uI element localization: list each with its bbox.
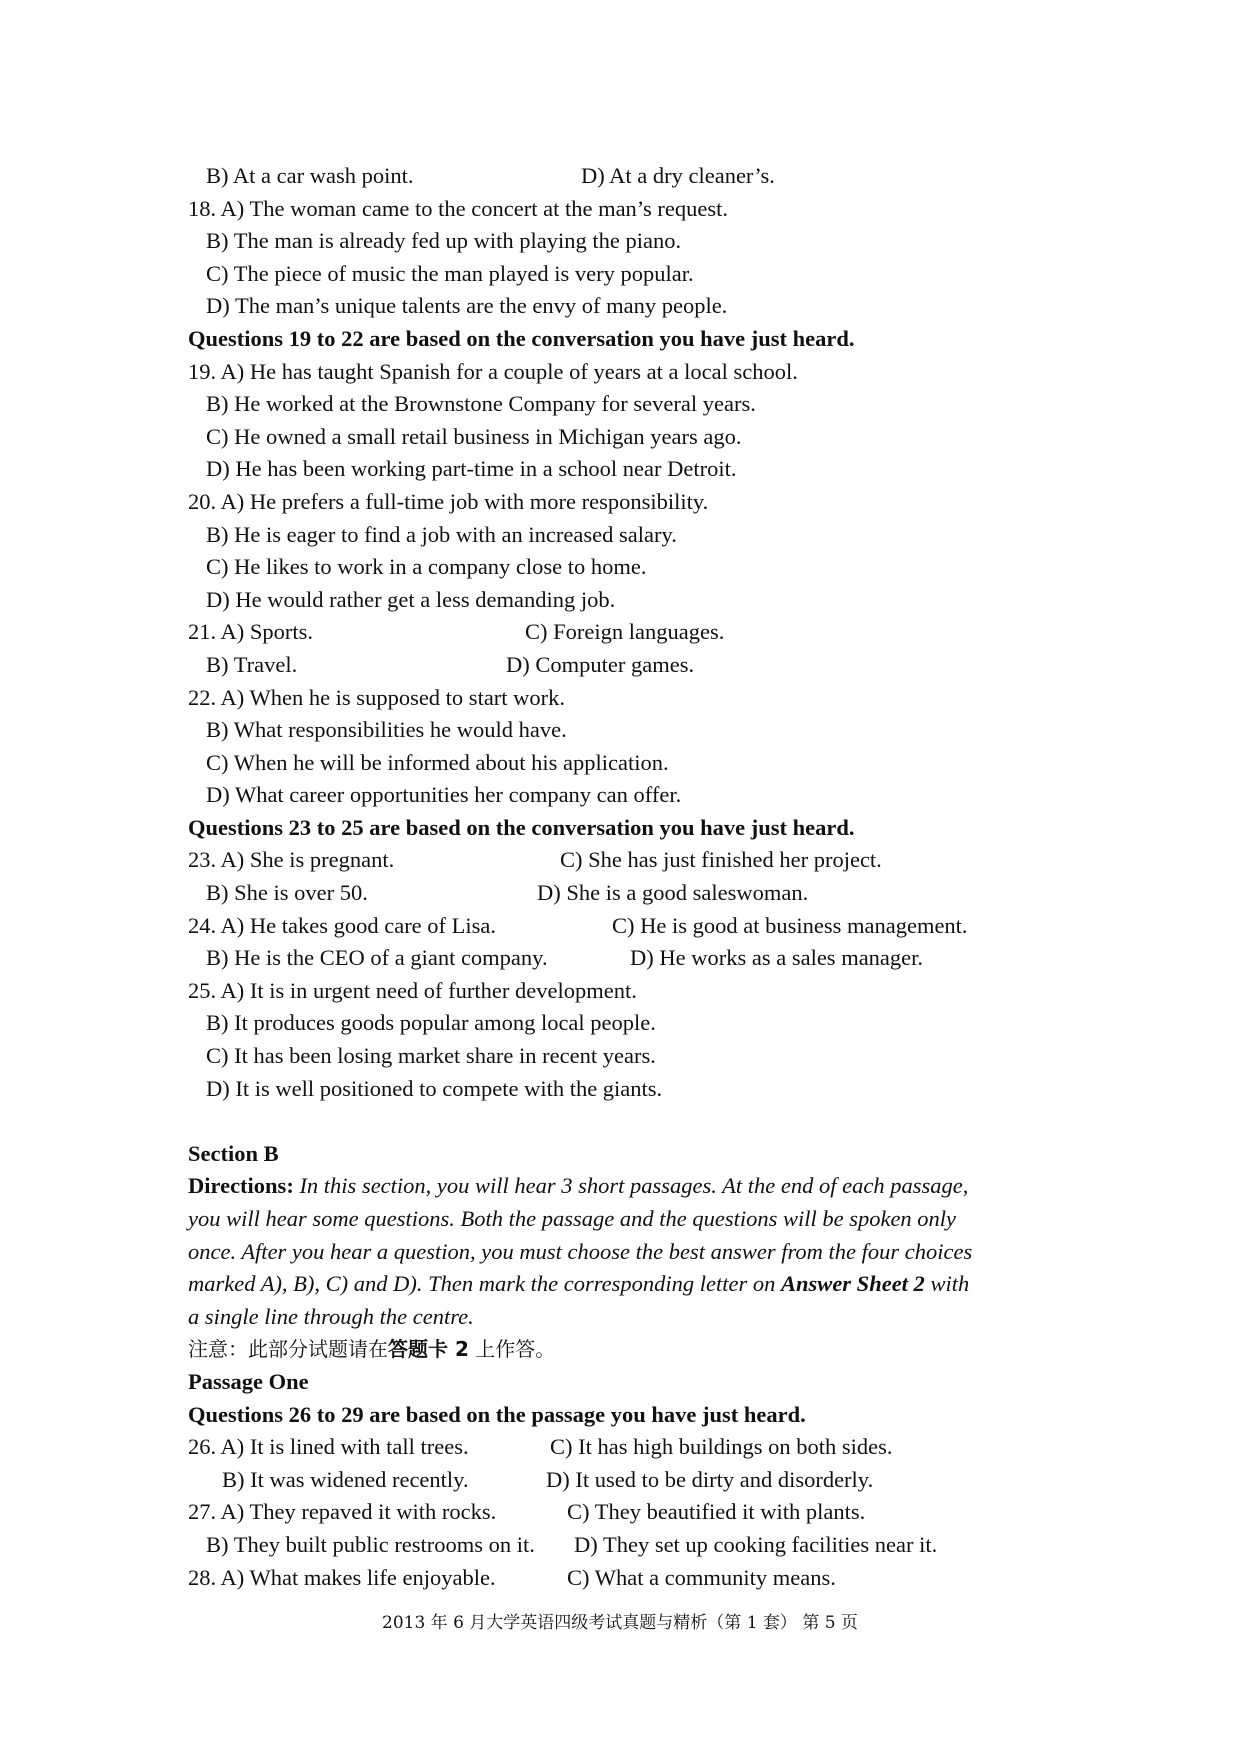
q17-option-d: D) At a dry cleaner’s. (581, 163, 775, 188)
q18-option-b: B) The man is already fed up with playing the piano. (206, 228, 682, 254)
q28-option-a: 28. A) What makes life enjoyable. (188, 1564, 496, 1590)
questions-19-22-heading: Questions 19 to 22 are based on the conversation you have just heard. (188, 325, 855, 351)
q25-option-d: D) It is well positioned to compete with the giants. (206, 1075, 663, 1101)
q23-row-1 (188, 844, 1088, 877)
q20-option-b: B) He is eager to find a job with an increased salary. (206, 521, 677, 547)
q20-option-d: D) He would rather get a less demanding job. (206, 586, 616, 612)
q21-option-a: 21. A) Sports. (188, 619, 314, 645)
questions-23-25-heading: Questions 23 to 25 are based on the conversation you have just heard. (188, 814, 855, 840)
q18-option-a: 18. A) The woman came to the concert at the man’s request. (188, 195, 729, 221)
q26-option-b: B) It was widened recently. (222, 1466, 469, 1492)
q22-option-b: B) What responsibilities he would have. (206, 717, 567, 743)
q19-option-d: D) He has been working part-time in a school near Detroit. (206, 456, 737, 482)
q22-option-d: D) What career opportunities her company can offer. (206, 782, 682, 808)
q19-option-c: C) He owned a small retail business in Michigan years ago. (206, 423, 742, 449)
page-footer: 2013 年 6 月大学英语四级考试真题与精析（第 1 套） 第 5 页 (382, 1613, 858, 1633)
q25-option-b: B) It produces goods popular among local people. (206, 1010, 656, 1036)
q24-option-b: B) He is the CEO of a giant company. (206, 945, 548, 971)
note-answer-sheet: 答题卡 2 (388, 1337, 469, 1362)
directions-line-2: you will hear some questions. Both the passage and the questions will be spoken only (188, 1206, 957, 1231)
q21-option-c: C) Foreign languages. (525, 619, 725, 645)
directions-line-5: a single line through the centre. (188, 1303, 474, 1329)
q27-option-a: 27. A) They repaved it with rocks. (188, 1499, 497, 1525)
q21-option-b: B) Travel. (206, 651, 298, 677)
q21-row-1 (188, 616, 1088, 649)
q27-row-2 (188, 1529, 1088, 1562)
directions-line-4 (188, 1268, 1088, 1301)
answer-sheet-2-ref: Answer Sheet 2 (781, 1271, 925, 1297)
q20-option-a: 20. A) He prefers a full-time job with more responsibility. (188, 488, 709, 514)
section-b-title: Section B (188, 1140, 279, 1166)
directions-label: Directions: (188, 1173, 294, 1199)
exam-page (188, 160, 1088, 1594)
q22-option-c: C) When he will be informed about his application. (206, 749, 669, 775)
q23-option-b: B) She is over 50. (206, 880, 368, 906)
q27-row-1 (188, 1496, 1088, 1529)
directions-text-4: marked A), B), C) and D). Then mark the corresponding letter on (188, 1271, 776, 1297)
q26-option-a: 26. A) It is lined with tall trees. (188, 1434, 469, 1460)
q26-option-d: D) It used to be dirty and disorderly. (546, 1466, 874, 1492)
note-post: 上作答。 (468, 1337, 556, 1362)
directions-text-4-end: with (930, 1271, 970, 1297)
q25-option-c: C) It has been losing market share in recent years. (206, 1043, 656, 1069)
q24-option-c: C) He is good at business management. (612, 912, 968, 938)
q24-row-1 (188, 910, 1088, 943)
q26-row-2 (188, 1464, 1088, 1497)
q27-option-c: C) They beautified it with plants. (567, 1499, 866, 1525)
q26-option-c: C) It has high buildings on both sides. (550, 1434, 893, 1460)
q24-option-d: D) He works as a sales manager. (630, 945, 924, 971)
q28-option-c: C) What a community means. (567, 1564, 836, 1590)
q19-option-b: B) He worked at the Brownstone Company for several years. (206, 391, 756, 417)
q27-option-b: B) They built public restrooms on it. (206, 1531, 535, 1557)
q21-option-d: D) Computer games. (506, 651, 695, 677)
q23-option-d: D) She is a good saleswoman. (537, 880, 809, 906)
q18-option-d: D) The man’s unique talents are the envy of many people. (206, 293, 728, 319)
q20-option-c: C) He likes to work in a company close to home. (206, 554, 647, 580)
chinese-note (188, 1333, 1088, 1366)
q21-row-2 (188, 649, 1088, 682)
q28-row-1 (188, 1562, 1088, 1595)
q19-option-a: 19. A) He has taught Spanish for a couple of years at a local school. (188, 358, 798, 384)
q26-row-1 (188, 1431, 1088, 1464)
q24-row-2 (188, 942, 1088, 975)
q25-option-a: 25. A) It is in urgent need of further development. (188, 977, 637, 1003)
directions-line-1 (188, 1170, 1088, 1203)
questions-26-29-heading: Questions 26 to 29 are based on the passage you have just heard. (188, 1401, 806, 1427)
q17-row (188, 160, 1088, 193)
q17-option-b: B) At a car wash point. (206, 163, 414, 188)
q23-option-a: 23. A) She is pregnant. (188, 847, 395, 873)
q18-option-c: C) The piece of music the man played is very popular. (206, 260, 694, 286)
directions-line-3: once. After you hear a question, you must choose the best answer from the four choices (188, 1238, 973, 1264)
directions-text-1: In this section, you will hear 3 short passages. At the end of each passage, (299, 1173, 969, 1199)
q23-row-2 (188, 877, 1088, 910)
section-gap (188, 1105, 1088, 1138)
note-pre: 注意：此部分试题请在 (188, 1337, 388, 1362)
q27-option-d: D) They set up cooking facilities near it. (574, 1531, 938, 1557)
q23-option-c: C) She has just finished her project. (560, 847, 882, 873)
q24-option-a: 24. A) He takes good care of Lisa. (188, 912, 497, 938)
passage-one-title: Passage One (188, 1368, 309, 1394)
q22-option-a: 22. A) When he is supposed to start work. (188, 684, 566, 710)
